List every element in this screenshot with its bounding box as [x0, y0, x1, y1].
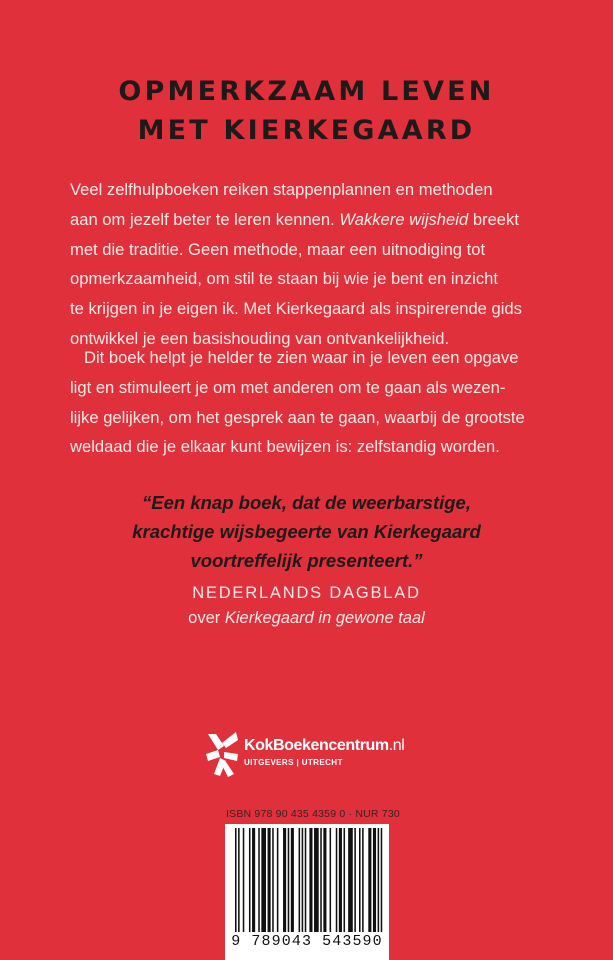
source-prefix: over	[188, 609, 221, 627]
paragraph-line: ligt en stimuleert je om met anderen om te gaan als wezen-	[70, 377, 506, 397]
barcode-bar	[291, 828, 294, 932]
paragraph-line	[70, 205, 560, 235]
description-paragraph-1	[70, 175, 560, 354]
quote-line: voortreffelijk presenteert.”	[190, 550, 423, 571]
publisher-name	[244, 737, 404, 755]
barcode-bar	[323, 828, 326, 932]
publisher-name-bold: KokBoekencentrum	[244, 737, 389, 754]
paragraph-line: Veel zelfhulpboeken reiken stappenplannen en methoden	[70, 180, 493, 199]
review-quote	[0, 488, 613, 575]
barcode-bar	[268, 828, 271, 932]
title-line-1: OPMERKZAAM LEVEN	[118, 76, 495, 107]
barcode-bar	[368, 828, 371, 932]
publisher-star-icon	[204, 730, 240, 778]
paragraph-line: lijke gelijken, om het gesprek aan te gaan, waarbij de grootste	[70, 407, 525, 427]
barcode-bar	[272, 828, 274, 932]
paragraph-line: Dit boek helpt je helder te zien waar in je leven een opgave	[84, 348, 519, 367]
quote-source-name: NEDERLANDS DAGBLAD	[192, 584, 421, 602]
paragraph-line: met die traditie. Geen methode, maar een uitnodiging tot	[70, 239, 486, 259]
barcode-bar	[305, 828, 307, 932]
paragraph-line: te krijgen in je eigen ik. Met Kierkegaard als inspirerende gids	[70, 299, 522, 319]
barcode-bar	[344, 828, 346, 932]
paragraph-line: opmerkzaamheid, om stil te staan bij wie je bent en inzicht	[70, 269, 498, 289]
barcode-bar	[277, 828, 279, 932]
paragraph-line: ontwikkel je een basishouding van ontvankelijkheid.	[70, 328, 450, 348]
barcode-bar	[283, 828, 286, 932]
barcode-bar	[288, 828, 290, 932]
barcode-bar	[238, 828, 240, 932]
barcode-bar	[381, 828, 383, 932]
barcode-bar	[252, 828, 255, 932]
paragraph-text: breekt	[472, 209, 519, 229]
barcode-bar	[348, 828, 353, 932]
publisher-logo	[204, 730, 444, 780]
quote-line: “Een knap boek, dat de weerbarstige,	[142, 492, 471, 513]
barcode-bar	[320, 828, 322, 932]
barcode-bar	[373, 828, 376, 932]
barcode-bar	[336, 828, 338, 932]
paragraph-text: aan om jezelf beter te leren kennen.	[70, 209, 335, 229]
barcode-bar	[235, 828, 237, 932]
barcode-bars	[231, 828, 383, 932]
quote-source-reference	[0, 605, 613, 631]
publisher-name-suffix: .nl	[388, 737, 405, 754]
barcode-bar	[243, 828, 245, 932]
barcode-bar	[339, 828, 342, 932]
barcode-bar	[309, 828, 312, 932]
isbn-text: ISBN 978 90 435 4359 0 · NUR 730	[226, 808, 400, 820]
barcode-digits: 9 789043 543590	[231, 933, 383, 950]
barcode-bar	[330, 828, 332, 932]
paragraph-line: weldaad die je elkaar kunt bewijzen is: zelfstandig worden.	[70, 437, 500, 457]
barcode-bar	[299, 828, 301, 932]
quote-line: krachtige wijsbegeerte van Kierkegaard	[132, 521, 481, 542]
barcode-bar	[249, 828, 251, 932]
barcode-bar	[302, 828, 304, 932]
title-line-2: MET KIERKEGAARD	[137, 115, 476, 146]
barcode-bar	[314, 828, 319, 932]
description-paragraph-2	[70, 343, 560, 462]
source-book-title: Kierkegaard in gewone taal	[224, 609, 425, 627]
barcode-bar	[359, 828, 361, 932]
barcode-bar	[258, 828, 260, 932]
barcode-bar	[354, 828, 356, 932]
barcode-bar	[362, 828, 364, 932]
barcode	[225, 824, 389, 960]
barcode-bar	[261, 828, 266, 932]
publisher-subtitle: UITGEVERS | UTRECHT	[244, 758, 343, 767]
book-title-emphasis: Wakkere wijsheid	[339, 209, 469, 229]
barcode-bar	[378, 828, 380, 932]
